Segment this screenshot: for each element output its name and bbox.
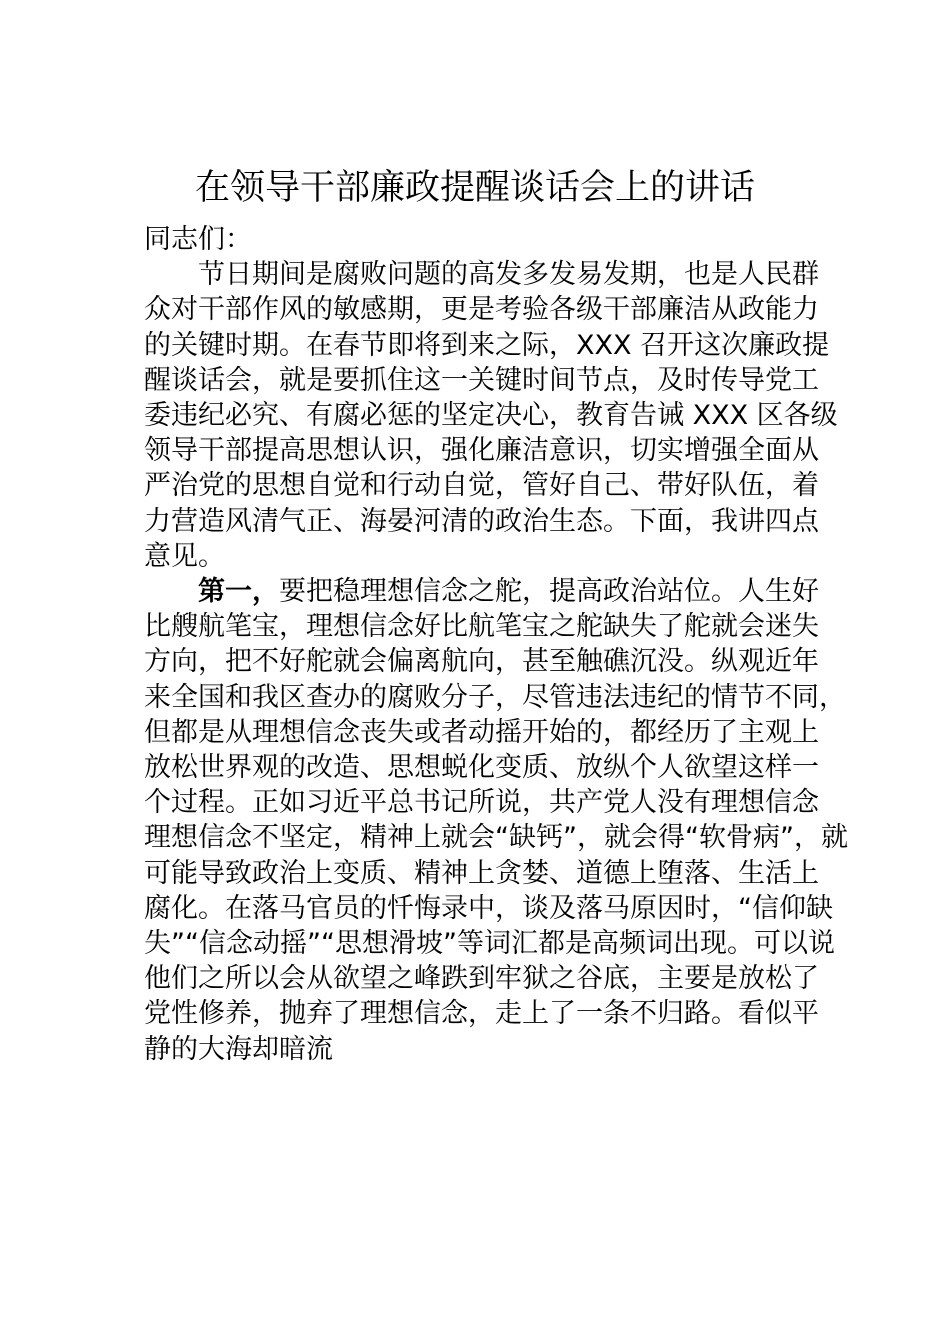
paragraph-line-rest: 要把稳理想信念之舵，提高政治站位。人生好 — [279, 576, 819, 608]
paragraph-line: 他们之所以会从欲望之峰跌到牢狱之谷底，主要是放松了 — [144, 963, 819, 995]
paragraph-line: 但都是从理想信念丧失或者动摇开始的，都经历了主观上 — [144, 716, 819, 748]
paragraph-line: 来全国和我区查办的腐败分子，尽管违法违纪的情节不同， — [144, 681, 846, 713]
paragraph-line: 众对干部作风的敏感期，更是考验各级干部廉洁从政能力 — [144, 294, 819, 326]
paragraph-line: 力营造风清气正、海晏河清的政治生态。下面，我讲四点 — [144, 505, 819, 537]
paragraph-line: 理想信念不坚定，精神上就会“缺钙”，就会得“软骨病”，就 — [144, 822, 848, 854]
paragraph-line: 的关键时期。在春节即将到来之际，XXX 召开这次廉政提 — [144, 329, 830, 361]
paragraph-first-line — [144, 574, 824, 609]
paragraph-line: 个过程。正如习近平总书记所说，共产党人没有理想信念 — [144, 787, 819, 819]
paragraph-line: 节日期间是腐败问题的高发多发易发期，也是人民群 — [198, 259, 819, 291]
paragraph-line: 严治党的思想自觉和行动自觉，管好自己、带好队伍，着 — [144, 470, 819, 502]
paragraph-line: 放松世界观的改造、思想蜕化变质、放纵个人欲望这样一 — [144, 752, 819, 784]
paragraph-1 — [144, 257, 838, 574]
paragraph-line: 静的大海却暗流 — [144, 1033, 333, 1065]
paragraph-line: 方向，把不好舵就会偏离航向，甚至触礁沉没。纵观近年 — [144, 646, 819, 678]
paragraph-line: 党性修养，抛弃了理想信念，走上了一条不归路。看似平 — [144, 998, 819, 1030]
paragraph-line: 失”“信念动摇”“思想滑坡”等词汇都是高频词出现。可以说 — [144, 928, 835, 960]
document-title: 在领导干部廉政提醒谈话会上的讲话 — [194, 168, 755, 208]
paragraph-line: 可能导致政治上变质、精神上贪婪、道德上堕落、生活上 — [144, 857, 819, 889]
section-lead: 第一， — [198, 576, 279, 608]
document-body — [144, 222, 848, 1067]
paragraph-line: 领导干部提高思想认识，强化廉洁意识，切实增强全面从 — [144, 435, 819, 467]
paragraph-line: 委违纪必究、有腐必惩的坚定决心，教育告诫 XXX 区各级 — [144, 400, 838, 432]
paragraph-line: 腐化。在落马官员的忏悔录中，谈及落马原因时，“信仰缺 — [144, 892, 833, 924]
paragraph-2 — [144, 574, 848, 1067]
paragraph-line: 意见。 — [144, 540, 225, 572]
paragraph-line: 醒谈话会，就是要抓住这一关键时间节点，及时传导党工 — [144, 364, 819, 396]
paragraph-line: 比艘航笔宝，理想信念好比航笔宝之舵缺失了舵就会迷失 — [144, 611, 819, 643]
salutation: 同志们： — [144, 224, 252, 255]
